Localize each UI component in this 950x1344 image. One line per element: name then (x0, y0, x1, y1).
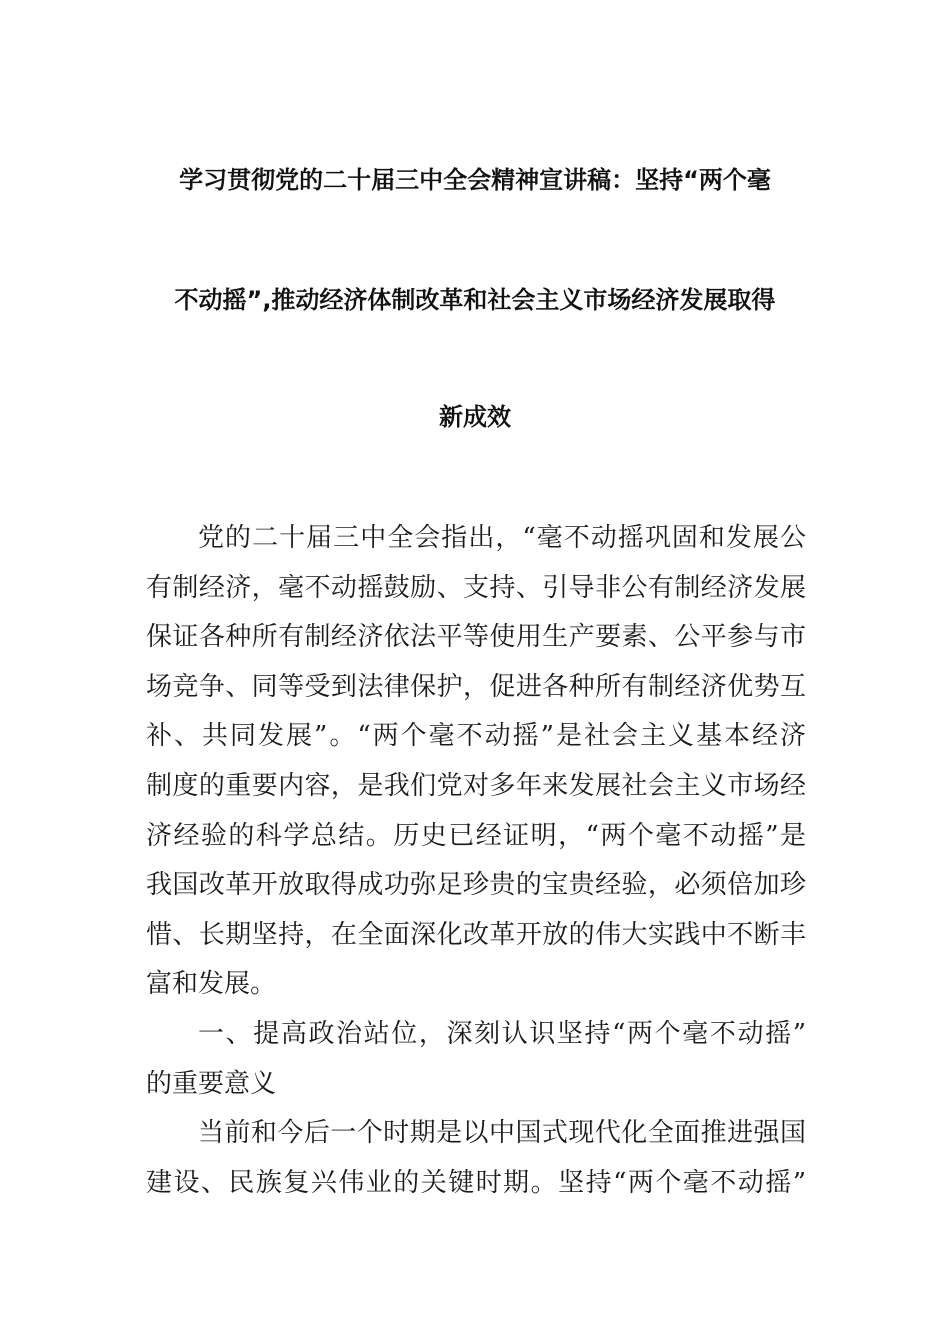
body-line: 当前和今后一个时期是以中国式现代化全面推进强国 (198, 1118, 806, 1149)
body-line: 补、共同发展”。“两个毫不动摇”是社会主义基本经济 (146, 721, 806, 752)
section-heading-line: 的重要意义 (146, 1068, 277, 1099)
body-line: 保证各种所有制经济依法平等使用生产要素、公平参与市 (146, 622, 806, 653)
body-line: 党的二十届三中全会指出，“毫不动摇巩固和发展公 (198, 523, 806, 553)
body-line: 场竞争、同等受到法律保护，促进各种所有制经济优势互 (146, 671, 806, 702)
body-line: 富和发展。 (146, 969, 277, 1000)
document-title-line-2: 不动摇”,推动经济体制改革和社会主义市场经济发展取得 (174, 286, 776, 314)
document-title-line-3: 新成效 (439, 403, 511, 431)
body-line: 建设、民族复兴伟业的关键时期。坚持“两个毫不动摇” (146, 1167, 806, 1198)
document-title-line-1: 学习贯彻党的二十届三中全会精神宣讲稿：坚持“两个毫 (179, 166, 771, 194)
body-line: 我国改革开放取得成功弥足珍贵的宝贵经验，必须倍加珍 (146, 870, 806, 901)
section-heading-line: 一、提高政治站位，深刻认识坚持“两个毫不动摇” (198, 1018, 806, 1049)
body-line: 有制经济，毫不动摇鼓励、支持、引导非公有制经济发展 (146, 572, 806, 603)
body-line: 制度的重要内容，是我们党对多年来发展社会主义市场经 (146, 770, 806, 801)
body-line: 济经验的科学总结。历史已经证明，“两个毫不动摇”是 (146, 820, 806, 851)
document-body (146, 514, 806, 1208)
body-line: 惜、长期坚持，在全面深化改革开放的伟大实践中不断丰 (146, 919, 806, 950)
